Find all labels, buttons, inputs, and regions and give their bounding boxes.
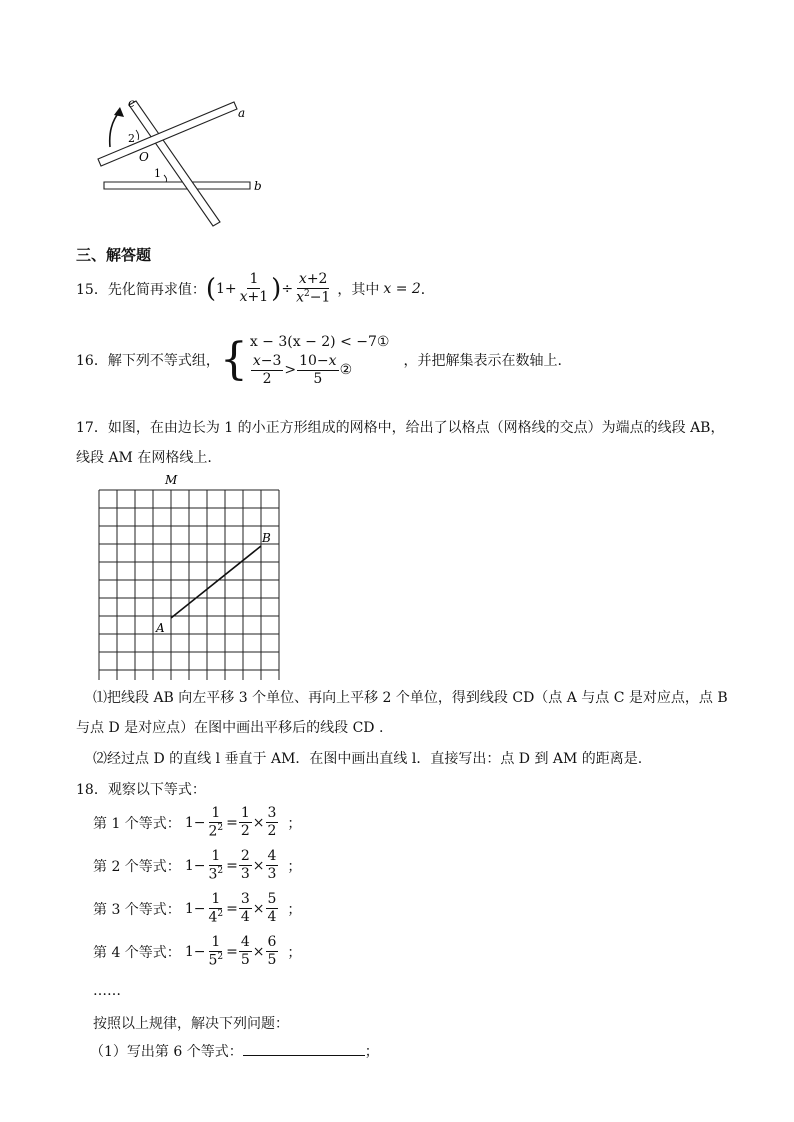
grid-lines (99, 490, 279, 680)
angle-1-arc (164, 175, 167, 182)
segment-ab (171, 546, 261, 618)
equation-label: 第 1 个等式： (93, 815, 181, 832)
q17-part1-line1: ⑴把线段 AB 向左平移 3 个单位、再向上平移 2 个单位，得到线段 CD（点 A 与点 C 是对应点，点 B (93, 690, 728, 706)
q17-line2: 线段 AM 在网格线上. (76, 450, 212, 466)
q18-rule: 按照以上规律，解决下列问题： (93, 1016, 289, 1032)
q16-number: 16． (76, 353, 108, 370)
q16-tail: ，并把解集表示在数轴上. (403, 353, 562, 370)
equation-row: 第 3 个等式： 1− $\frac{1}{4^2}$ = $\frac{3}{4}$ × $\frac{5}{4}$ ； (93, 891, 302, 926)
q15-condition: x = 2 (383, 280, 421, 297)
label-m: M (165, 473, 178, 487)
q16-inequality-1: x − 3(x − 2) < −7① (249, 334, 390, 350)
q15-end: ． (420, 281, 435, 298)
label-angle-2: 2 (128, 132, 135, 145)
equation-label: 第 2 个等式： (93, 858, 181, 875)
equation-row: 第 2 个等式： 1− $\frac{1}{3^2}$ = $\frac{2}{3}$ × $\frac{4}{3}$ ； (93, 848, 302, 883)
section-title: 三、解答题 (76, 246, 152, 264)
label-c: c (128, 96, 135, 110)
q15-tail: ，其中 (337, 281, 380, 298)
arrow-head (114, 107, 124, 117)
q18-intro: 18．观察以下等式： (76, 782, 206, 798)
q16-marker-2: ② (339, 362, 353, 379)
q18-part1-text: （1）写出第 6 个等式： (90, 1044, 243, 1060)
question-15: 15． 先化简再求值： ( 1+ $\frac{1}{x+1}$ ) ÷ $\frac{x+2}{x^2-1}$ ，其中 x = 2 ． (76, 271, 435, 306)
equation-label: 第 4 个等式： (93, 944, 181, 961)
q17-part2: ⑵经过点 D 的直线 l 垂直于 AM．在图中画出直线 l．直接写出：点 D 到 AM 的距离是. (93, 751, 643, 767)
rotation-arrow (110, 111, 120, 147)
answer-blank[interactable] (243, 1041, 365, 1056)
label-angle-1: 1 (154, 167, 161, 180)
lines-figure (80, 95, 280, 235)
q17-part1-line2: 与点 D 是对应点）在图中画出平移后的线段 CD . (76, 720, 384, 736)
angle-2-arc (136, 130, 139, 140)
strip-b (104, 182, 250, 189)
q17-line1: 17．如图，在由边长为 1 的小正方形组成的网格中，给出了以格点（网格线的交点）为端点的线段 AB， (76, 420, 725, 436)
label-a: a (238, 106, 246, 120)
q15-text: 先化简再求值： (107, 281, 206, 298)
equation-row: 第 4 个等式： 1− $\frac{1}{5^2}$ = $\frac{4}{5}$ × $\frac{6}{5}$ ； (93, 934, 302, 969)
q18-part1 (90, 1041, 379, 1061)
q15-number: 15． (76, 281, 108, 298)
label-b-point: B (262, 531, 271, 545)
q18-ellipsis: …… (93, 983, 121, 999)
q16-text: 解下列不等式组， (107, 353, 220, 370)
label-b: b (254, 179, 262, 193)
label-o: O (139, 150, 149, 164)
label-a-point: A (156, 621, 165, 635)
question-16: 16． 解下列不等式组， { x − 3(x − 2) < −7① $\frac{x-3}{2}$ > $\frac{10-x}{5}$ ② ，并把解集表示在数轴上. (76, 334, 562, 387)
q18-part1-end: ； (364, 1044, 379, 1060)
equation-row: 第 1 个等式： 1− $\frac{1}{2^2}$ = $\frac{1}{2}$ × $\frac{3}{2}$ ； (93, 805, 302, 840)
grid-figure (90, 470, 290, 680)
equation-label: 第 3 个等式： (93, 901, 181, 918)
